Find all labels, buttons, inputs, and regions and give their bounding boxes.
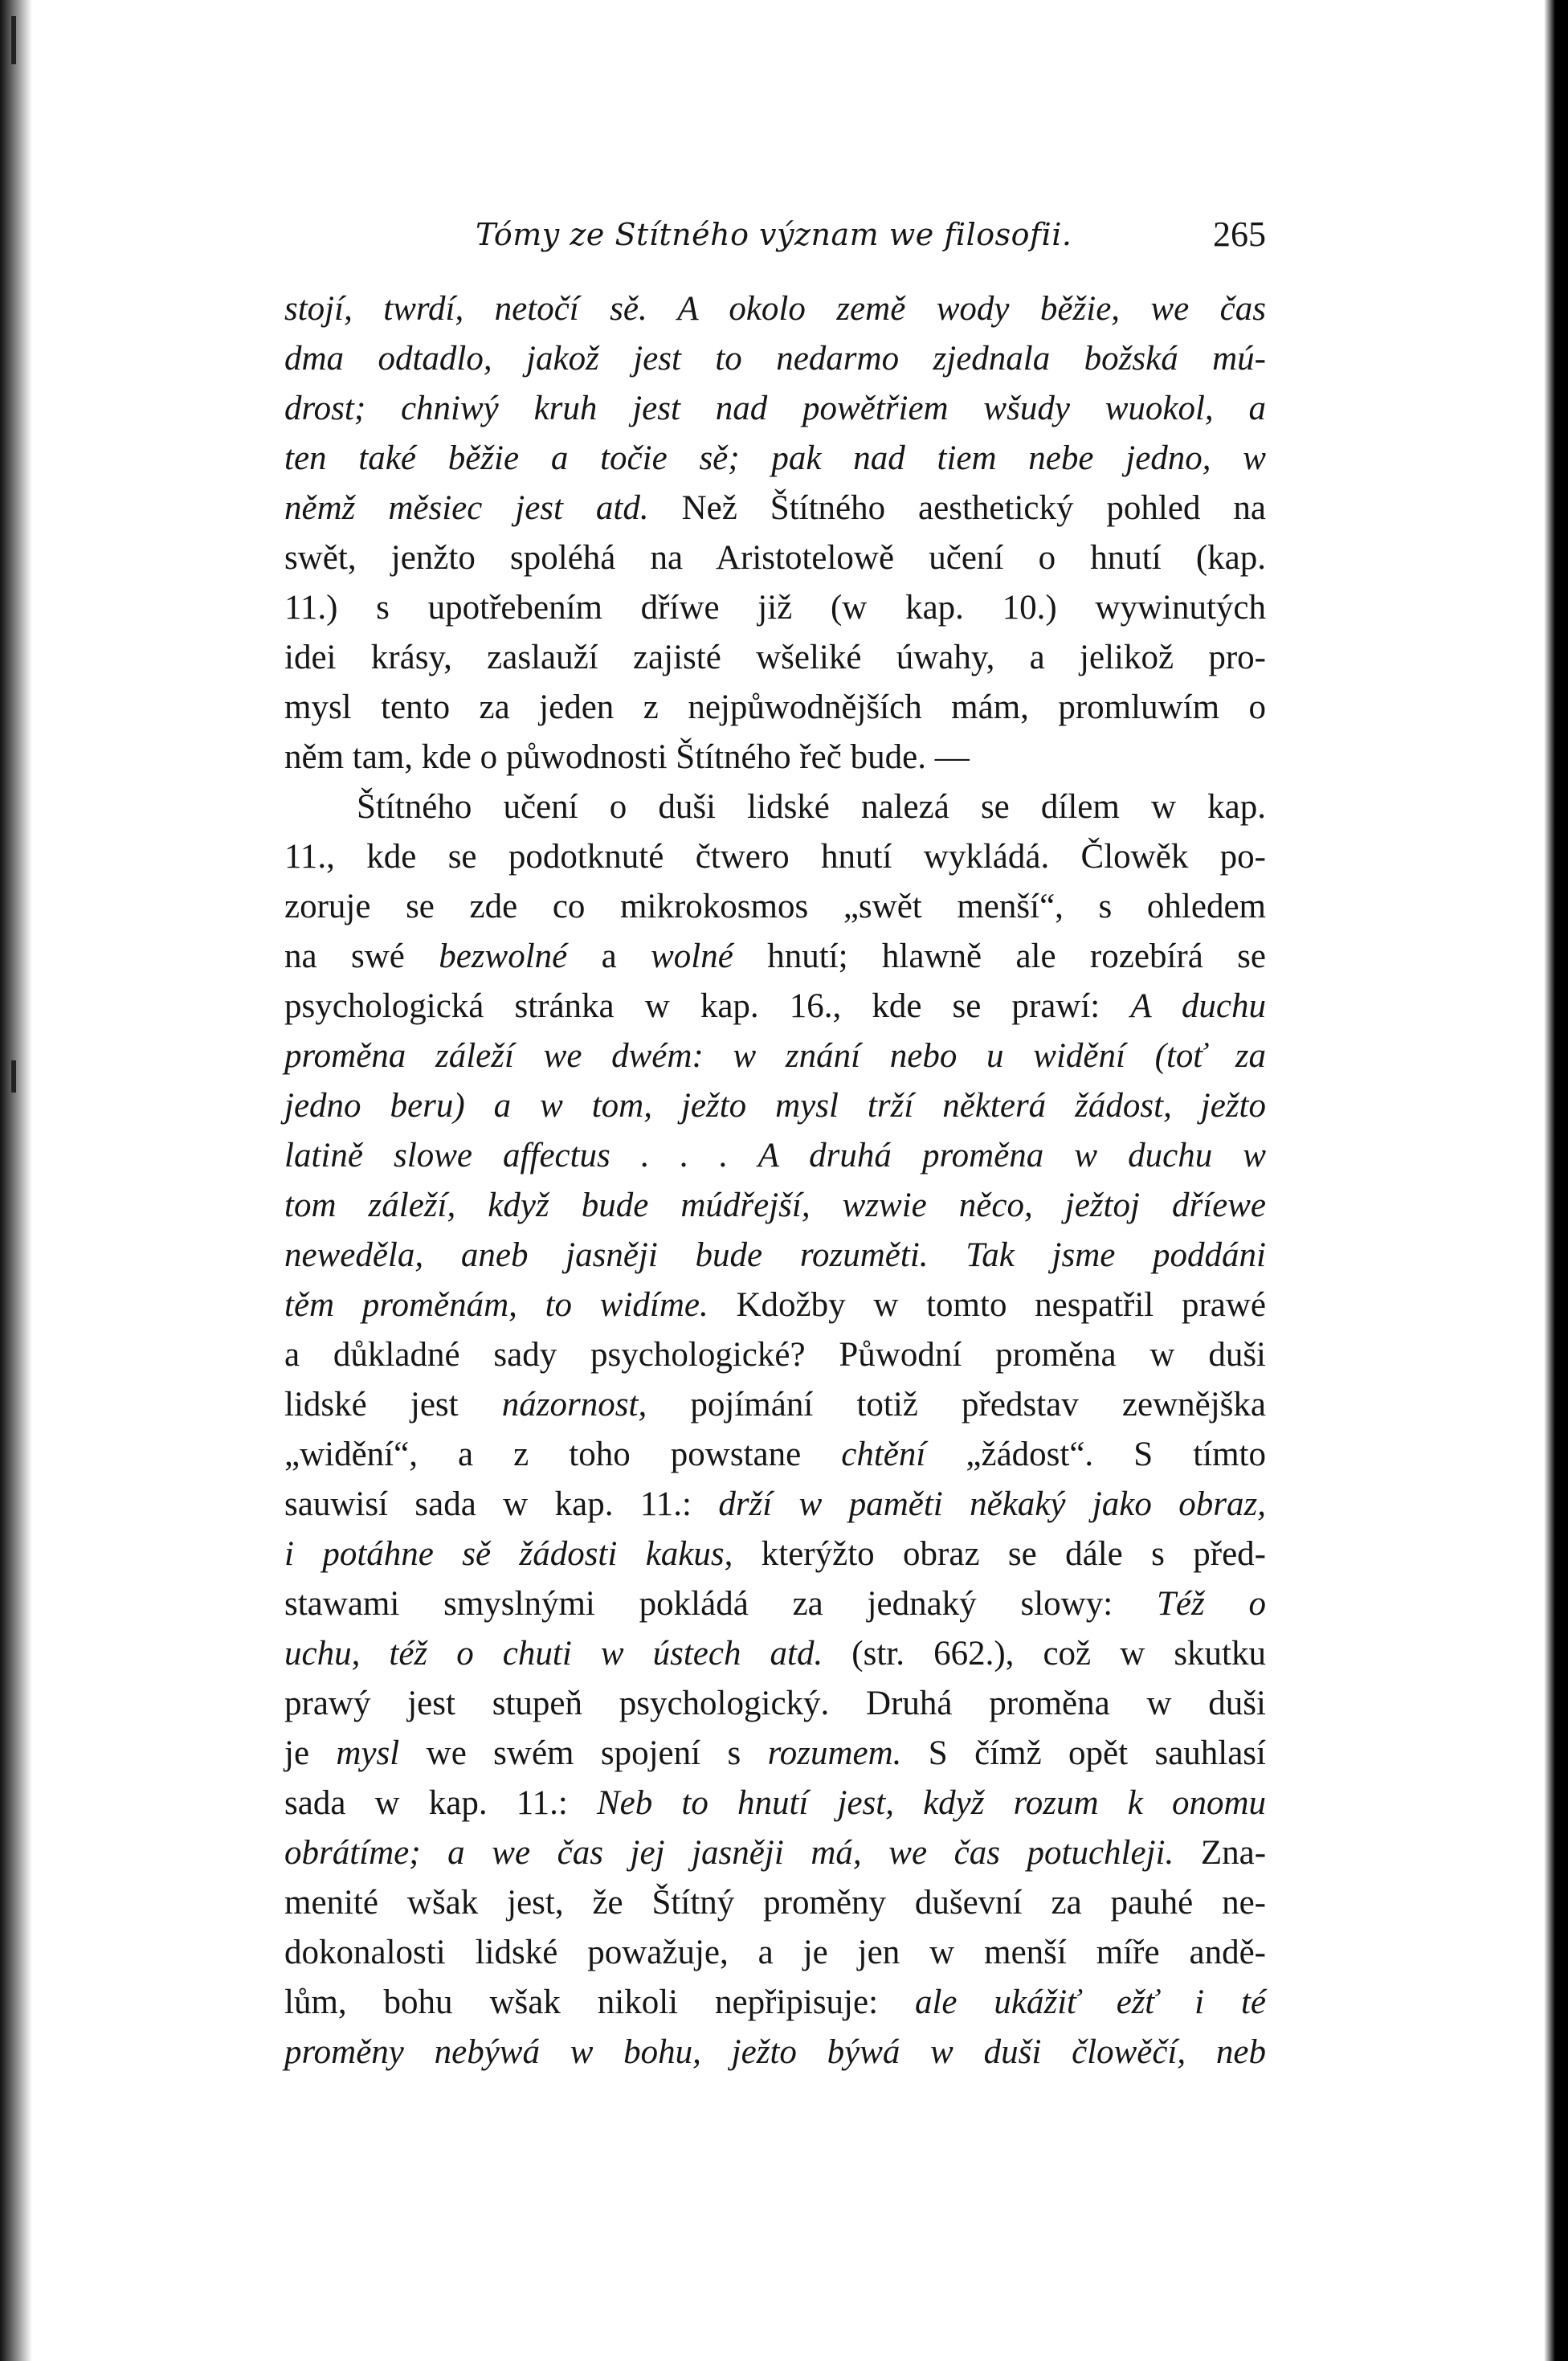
italic-text: rozumem. — [767, 1734, 902, 1772]
roman-text: idei krásy, zaslauží zajisté wšeliké úwahy, a jelikož pro- — [284, 639, 1266, 676]
italic-text: Též o — [1156, 1585, 1267, 1623]
text-line — [284, 1779, 1266, 1828]
roman-text: „widění“, a z toho powstane — [284, 1436, 842, 1473]
italic-text: tom záleží, když bude múdřejší, wzwie něco, ježtoj dříewe — [284, 1187, 1266, 1224]
roman-text: a důkladné sady psychologické? Půwodní proměna w duši — [284, 1336, 1266, 1374]
text-line — [284, 1330, 1266, 1380]
italic-text: těm proměnám, to widíme. — [284, 1286, 708, 1324]
roman-text: zoruje se zde co mikrokosmos „swět menší“, s ohledem — [284, 888, 1266, 925]
text-line — [284, 1679, 1266, 1729]
text-line — [284, 1729, 1266, 1779]
roman-text: lidské jest — [284, 1386, 502, 1424]
text-line — [284, 1530, 1266, 1579]
roman-text: 11., kde se podotknuté čtwero hnutí wykládá. Člowěk po- — [284, 838, 1266, 876]
italic-text: uchu, též o chuti w ústech atd. — [284, 1635, 823, 1673]
page-number: 265 — [1213, 214, 1266, 254]
text-line — [284, 434, 1266, 484]
text-line — [284, 683, 1266, 733]
body-text — [284, 284, 1266, 2077]
text-line — [284, 1828, 1266, 1878]
text-line — [284, 982, 1266, 1031]
roman-text: je — [284, 1734, 337, 1772]
italic-text: ale ukážiť ežť i té — [914, 1983, 1266, 2021]
text-line — [284, 1480, 1266, 1530]
text-line — [284, 334, 1266, 384]
text-line — [284, 1430, 1266, 1480]
italic-text: neweděla, aneb jasněji bude rozuměti. Tak jsme poddáni — [284, 1236, 1266, 1274]
text-line — [284, 384, 1266, 434]
roman-text: Štítného učení o duši lidské nalezá se dílem w kap. — [357, 788, 1266, 826]
italic-text: dma odtadlo, jakož jest to nedarmo zjednala božská mú- — [284, 340, 1266, 378]
roman-text: S čímž opět sauhlasí — [901, 1734, 1266, 1772]
text-line — [284, 1878, 1266, 1928]
scan-left-edge — [0, 0, 35, 2361]
roman-text: mysl tento za jeden z nejpůwodnějších mám, promluwím o — [284, 688, 1266, 726]
scan-edge-mark — [11, 16, 16, 64]
text-line — [284, 1978, 1266, 2028]
roman-text: (str. 662.), což w skutku — [823, 1635, 1267, 1673]
italic-text: chtění — [841, 1436, 926, 1473]
running-title: Tómy ze Stítného význam we filosofii. — [476, 217, 1072, 252]
text-line — [284, 1231, 1266, 1281]
roman-text: „žádost“. S tímto — [925, 1436, 1266, 1473]
roman-text: 11.) s upotřebením dříwe již (w kap. 10.) wywinutých — [284, 589, 1266, 627]
roman-text: swět, jenžto spoléhá na Aristotelowě učení o hnutí (kap. — [284, 539, 1266, 577]
italic-text: ten také běžie a točie sě; pak nad tiem nebe jedno, w — [284, 439, 1266, 477]
text-line — [284, 1629, 1266, 1679]
italic-text: názornost, — [501, 1386, 647, 1424]
roman-text: dokonalosti lidské powažuje, a je jen w menší míře andě- — [284, 1934, 1266, 1971]
text-line — [284, 1081, 1266, 1131]
text-line — [284, 1579, 1266, 1629]
roman-text: něm tam, kde o půwodnosti Štítného řeč bude. — — [284, 738, 970, 776]
roman-text: sauwisí sada w kap. 11.: — [284, 1485, 719, 1523]
text-line — [284, 284, 1266, 334]
scan-right-edge — [1544, 0, 1568, 2361]
italic-text: wolné — [651, 937, 733, 975]
italic-text: A duchu — [1130, 987, 1266, 1025]
roman-text: hnutí; hlawně ale rozebírá se — [733, 937, 1266, 975]
italic-text: drží w paměti někaký jako obraz, — [718, 1485, 1266, 1523]
text-line — [284, 2028, 1266, 2077]
italic-text: obrátíme; a we čas jej jasněji má, we čas potuchleji. — [284, 1834, 1174, 1872]
roman-text: a — [567, 937, 651, 975]
text-line — [284, 484, 1266, 533]
italic-text: bezwolné — [439, 937, 568, 975]
italic-text: Neb to hnutí jest, když rozum k onomu — [596, 1784, 1266, 1822]
text-line — [284, 533, 1266, 583]
text-line — [284, 782, 1266, 832]
running-head — [286, 214, 1266, 262]
scan-edge-mark — [11, 1060, 16, 1093]
roman-text: Než Štítného aesthetický pohled na — [648, 489, 1266, 527]
italic-text: němž měsiec jest atd. — [284, 489, 649, 527]
text-line — [284, 1131, 1266, 1181]
text-line — [284, 1181, 1266, 1231]
roman-text: psychologická stránka w kap. 16., kde se prawí: — [284, 987, 1131, 1025]
text-line — [284, 1380, 1266, 1430]
text-line — [284, 1031, 1266, 1081]
italic-text: i potáhne sě žádosti kakus, — [284, 1535, 733, 1573]
italic-text: drost; chniwý kruh jest nad powětřiem wšudy wuokol, a — [284, 390, 1266, 427]
italic-text: proměna záleží we dwém: w znání nebo u widění (toť za — [284, 1037, 1266, 1075]
text-line — [284, 932, 1266, 982]
text-line — [284, 1281, 1266, 1330]
roman-text: stawami smyslnými pokládá za jednaký slowy: — [284, 1585, 1157, 1623]
roman-text: Kdožby w tomto nespatřil prawé — [708, 1286, 1267, 1324]
roman-text: kterýžto obraz se dále s před- — [733, 1535, 1266, 1573]
roman-text: we swém spojení s — [399, 1734, 768, 1772]
italic-text: proměny nebýwá w bohu, ježto býwá w duši člowěčí, neb — [284, 2033, 1266, 2071]
text-line — [284, 633, 1266, 683]
italic-text: jedno beru) a w tom, ježto mysl trží některá žádost, ježto — [284, 1087, 1266, 1125]
roman-text: prawý jest stupeň psychologický. Druhá proměna w duši — [284, 1685, 1266, 1722]
roman-text: na swé — [284, 937, 439, 975]
text-line — [284, 882, 1266, 932]
text-line — [284, 832, 1266, 882]
text-line — [284, 733, 1266, 782]
roman-text: sada w kap. 11.: — [284, 1784, 597, 1822]
roman-text: lům, bohu wšak nikoli nepřipisuje: — [284, 1983, 915, 2021]
italic-text: stojí, twrdí, netočí sě. A okolo země wody běžie, we čas — [284, 290, 1266, 328]
roman-text: Zna- — [1174, 1834, 1267, 1872]
roman-text: menité wšak jest, že Štítný proměny duševní za pauhé ne- — [284, 1884, 1266, 1922]
text-line — [284, 583, 1266, 633]
text-line — [284, 1928, 1266, 1978]
roman-text: pojímání totiž představ zewnějška — [647, 1386, 1266, 1424]
italic-text: mysl — [336, 1734, 400, 1772]
italic-text: latině slowe affectus . . . A druhá proměna w duchu w — [284, 1137, 1266, 1174]
